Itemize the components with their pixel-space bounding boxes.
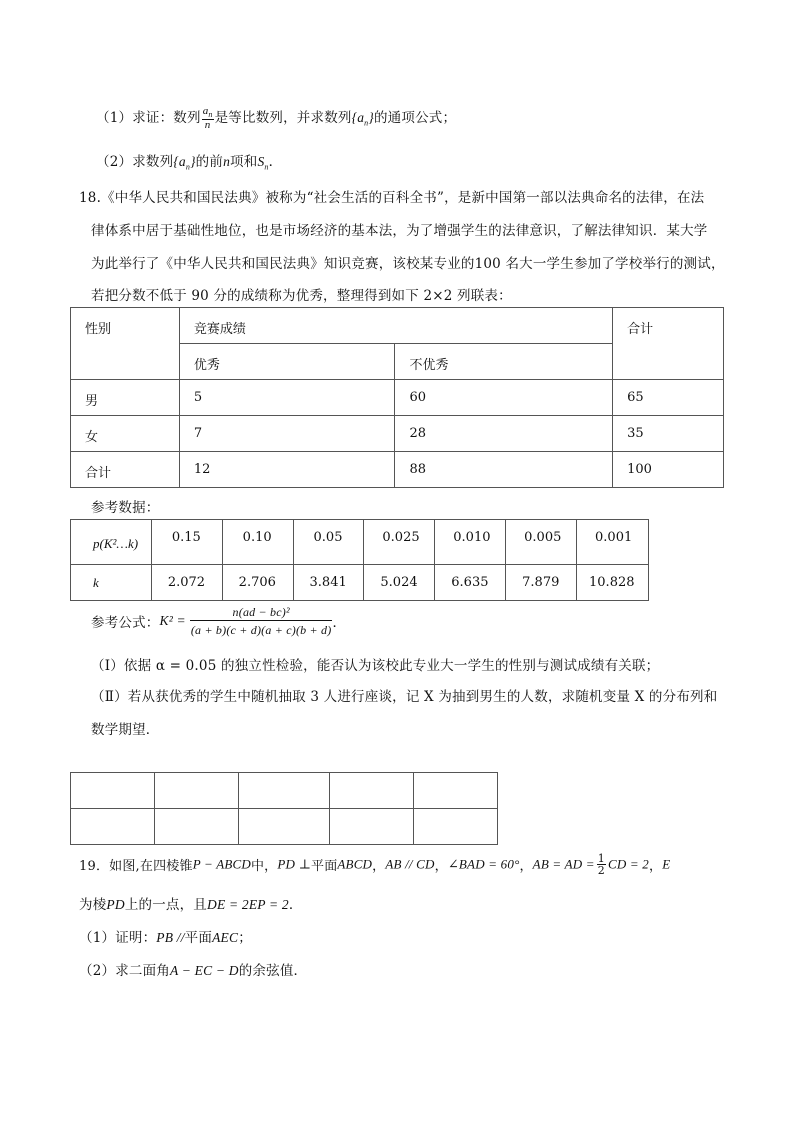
- math-abcd: ABCD: [337, 856, 373, 872]
- header-not-excellent: [395, 344, 613, 380]
- formula-num: n(ad − bc)²: [190, 606, 333, 621]
- p-value: 0.010: [453, 530, 491, 545]
- q19-line2-c: ．: [288, 897, 303, 913]
- q19-text-e: ，: [434, 859, 448, 874]
- contingency-table: [70, 307, 724, 488]
- q19-text-b: 中，: [250, 859, 278, 874]
- k-value: 2.072: [167, 575, 206, 590]
- q19-text-g: ，: [649, 859, 663, 874]
- row-label: 女: [85, 430, 99, 445]
- seq-an: [351, 110, 374, 128]
- table-row: [71, 565, 649, 601]
- cell-total: 100: [627, 462, 652, 477]
- q19-line2: [79, 893, 303, 913]
- table-row: [71, 520, 649, 565]
- k-value: 7.879: [522, 575, 560, 590]
- table-row: [71, 809, 498, 845]
- k-value: 3.841: [309, 575, 347, 590]
- cell-not-excellent: 28: [409, 426, 427, 441]
- q19-text-a: 19．如图,在四棱锥: [79, 859, 193, 874]
- q17-part1-text-a: （1）求证：数列: [96, 110, 201, 127]
- seq-an-sub: n: [364, 118, 369, 128]
- math-dihedral: A − EC − D: [170, 963, 239, 978]
- q17-part1-text-c: 的通项公式；: [373, 110, 457, 127]
- math-pd-perp: PD ⊥: [277, 856, 311, 872]
- p-value: 0.005: [524, 530, 562, 545]
- q19-text-f: ，: [519, 859, 533, 874]
- frac-num-sub: n: [208, 110, 213, 120]
- k-value: 5.024: [380, 575, 418, 590]
- q19-part1-b: 平面: [184, 930, 213, 946]
- q17-part1: [96, 106, 456, 131]
- row-label: 合计: [85, 466, 112, 481]
- cell-total: 35: [627, 426, 644, 441]
- frac-den: n: [204, 119, 211, 132]
- q18-part2-line1: （Ⅱ）若从获优秀的学生中随机抽取 3 人进行座谈，记 X 为抽到男生的人数，求随机变量 X 的分布列和: [91, 689, 718, 705]
- header-excellent: [179, 344, 395, 380]
- q18-part1: （Ⅰ）依据 α = 0.05 的独立性检验，能否认为该校此专业大一学生的性别与测试成绩有关联；: [91, 658, 660, 674]
- k-value: 6.635: [451, 575, 489, 590]
- cell-excellent: 5: [193, 390, 203, 405]
- q19-part2-b: 的余弦值．: [238, 963, 308, 979]
- q18-part2-line2: 数学期望．: [91, 722, 160, 738]
- q18-line1: 18.《中华人民共和国民法典》被称为“社会生活的百科全书”，是新中国第一部以法典命名的法律，在法: [79, 190, 705, 206]
- q19-part1-a: （1）证明：: [79, 930, 157, 946]
- math-cd-eq: CD = 2: [607, 856, 649, 872]
- half-num: 1: [597, 852, 605, 865]
- k-value: 2.706: [238, 575, 276, 590]
- seq-an-end: }: [368, 110, 374, 126]
- q18-line2: 律体系中居于基础性地位，也是市场经济的基本法，为了增强学生的法律意识，了解法律知识．某大学: [91, 223, 708, 239]
- q19-part1-c: ；: [238, 930, 252, 946]
- p-value: 0.001: [595, 530, 633, 545]
- table-row: [71, 380, 724, 416]
- k-label: k: [93, 575, 99, 590]
- table-row: [71, 773, 498, 809]
- header-total: [613, 308, 724, 380]
- header-excellent-label: 优秀: [193, 358, 220, 373]
- q17-part2-text-c: 项和: [230, 154, 258, 170]
- header-gender-label: 性别: [85, 322, 112, 337]
- formula-fraction: [190, 606, 333, 636]
- cell-excellent: 7: [193, 426, 203, 441]
- sum-Sn: [257, 154, 269, 172]
- seq-an-2-body: {a: [173, 154, 186, 169]
- q19-line2-a: 为棱: [79, 897, 107, 913]
- seq-an-body: {a: [351, 110, 365, 126]
- header-score-label: 竞赛成绩: [193, 322, 246, 337]
- formula-lhs: K² =: [159, 613, 186, 628]
- q19-part1: [79, 926, 252, 946]
- frac-num: a: [202, 105, 209, 117]
- formula-label: 参考公式：: [91, 615, 160, 631]
- p-value: 0.15: [171, 530, 201, 545]
- table-row: [71, 416, 724, 452]
- p-value: 0.10: [242, 530, 272, 545]
- q17-part2-end: ．: [268, 154, 283, 170]
- cell-not-excellent: 88: [409, 462, 427, 477]
- p-label: p(K²…k): [93, 536, 139, 551]
- q19-line2-b: 上的一点，且: [124, 897, 208, 913]
- q17-part2-text-a: （2）求数列: [96, 154, 174, 170]
- sum-S-sub: n: [264, 162, 269, 172]
- ref-data-label: 参考数据：: [91, 500, 160, 516]
- header-gender: [71, 308, 180, 380]
- q19-text-c: 平面: [311, 859, 338, 874]
- k-value: 10.828: [589, 575, 635, 590]
- q17-part2: [96, 150, 282, 172]
- blank-answer-table: [70, 772, 498, 845]
- p-value: 0.05: [313, 530, 343, 545]
- seq-an-2-end: }: [190, 154, 196, 169]
- header-score: [179, 308, 612, 344]
- q19-part2-a: （2）求二面角: [79, 963, 170, 979]
- table-row: [71, 452, 724, 488]
- var-n: n: [223, 154, 231, 169]
- q17-part1-text-b: 是等比数列，并求数列: [214, 110, 352, 127]
- math-pd: PD: [106, 897, 125, 912]
- q18-line3: 为此举行了《中华人民共和国民法典》知识竞赛，该校某专业的100 名大一学生参加了学校举行的测试，: [91, 256, 725, 272]
- reference-table: [70, 519, 649, 601]
- cell-total: 65: [627, 390, 644, 405]
- row-label: 男: [85, 394, 99, 409]
- q17-part2-text-b: 的前: [195, 154, 224, 170]
- math-ab-parallel-cd: AB // CD: [385, 856, 435, 872]
- q19-text-d: ，: [372, 859, 386, 874]
- formula: [91, 606, 346, 636]
- cell-excellent: 12: [193, 462, 211, 477]
- fraction-an-over-n: [202, 106, 214, 131]
- half-den: 2: [597, 864, 605, 877]
- math-angle-bad: ∠BAD = 60°: [447, 856, 520, 872]
- fraction-one-half: [597, 853, 606, 876]
- seq-an-2-sub: n: [185, 162, 191, 172]
- header-not-excellent-label: 不优秀: [409, 358, 449, 373]
- math-ab-ad: AB = AD =: [532, 856, 595, 872]
- math-aec: AEC: [212, 930, 239, 945]
- q18-line4: 若把分数不低于 90 分的成绩称为优秀，整理得到如下 2×2 列联表：: [91, 288, 512, 304]
- formula-end: ．: [332, 615, 347, 631]
- q19-line1: [79, 853, 670, 876]
- p-value: 0.025: [382, 530, 420, 545]
- math-pb-parallel: PB //: [156, 930, 185, 945]
- math-E: E: [662, 856, 671, 872]
- math-de-eq: DE = 2EP = 2: [207, 897, 289, 912]
- math-pyramid: P − ABCD: [192, 856, 251, 872]
- cell-not-excellent: 60: [409, 390, 427, 405]
- seq-an-2: [173, 154, 196, 172]
- sum-S: S: [257, 154, 265, 169]
- q19-part2: [79, 959, 307, 979]
- formula-den: (a + b)(c + d)(a + c)(b + d): [190, 623, 332, 637]
- header-total-label: 合计: [627, 322, 654, 337]
